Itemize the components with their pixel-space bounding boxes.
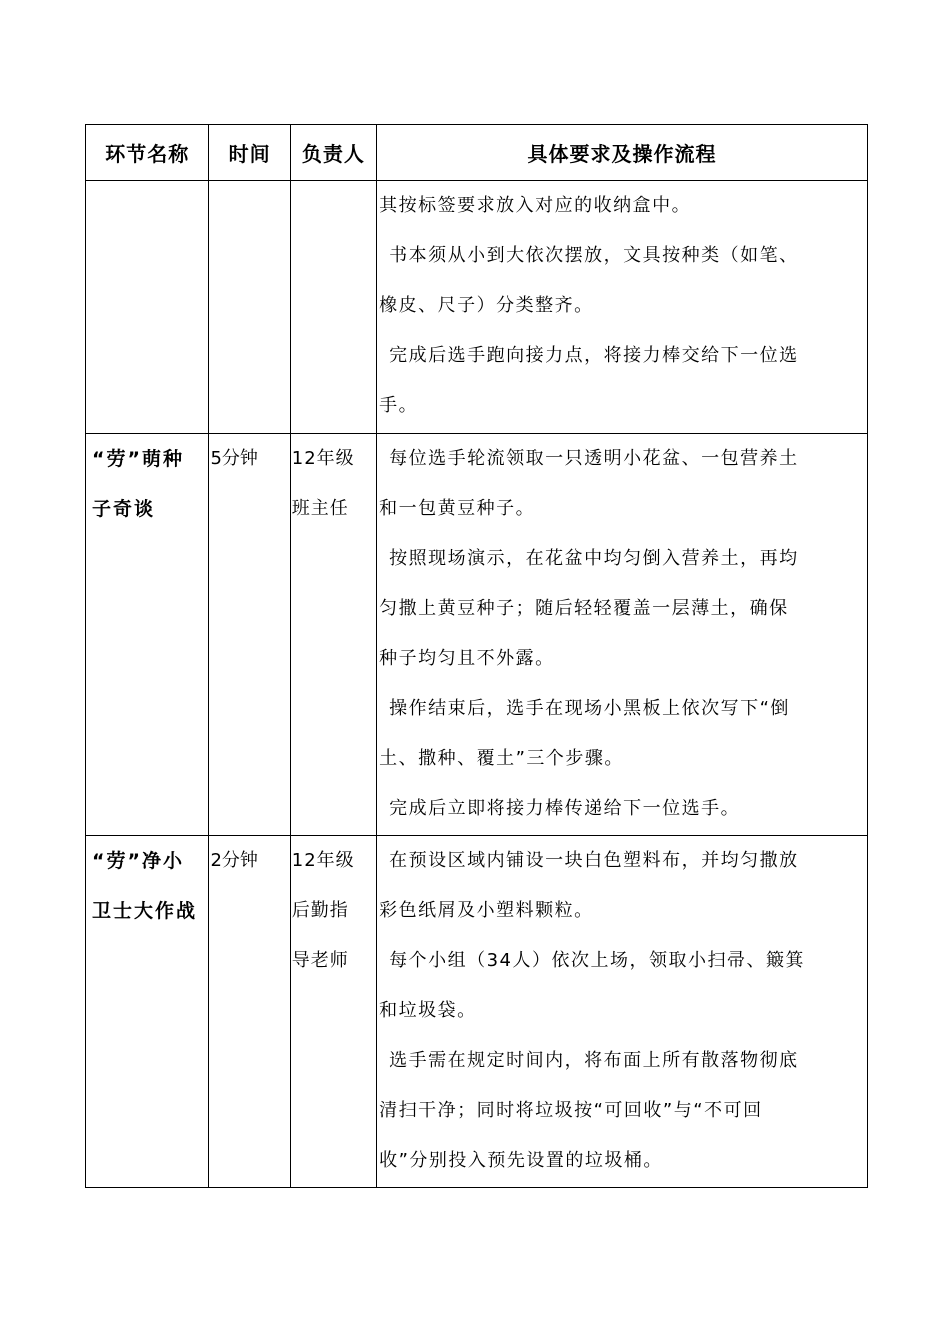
step-line: 在预设区域内铺设一块白色塑料布，并均匀撒放 xyxy=(389,850,799,871)
table-row xyxy=(86,434,868,836)
step-line: 每个小组（34人）依次上场，领取小扫帚、簸箕 xyxy=(389,950,805,971)
stage-name-line: 卫士大作战 xyxy=(92,900,198,922)
owner-line: 12年级 xyxy=(291,850,355,871)
owner-line: 班主任 xyxy=(291,498,349,519)
time-value: 2分钟 xyxy=(210,850,258,871)
stage-name-cell xyxy=(86,836,209,1188)
steps-cell xyxy=(377,181,868,434)
step-line: 完成后选手跑向接力点，将接力棒交给下一位选 xyxy=(389,345,799,366)
time-cell xyxy=(209,434,290,836)
stage-name-line: “劳”萌种 xyxy=(92,448,184,470)
step-line: 书本须从小到大依次摆放，文具按种类（如笔、 xyxy=(389,245,799,266)
stage-name-cell xyxy=(86,181,209,434)
table-row xyxy=(86,836,868,1188)
steps-cell xyxy=(377,836,868,1188)
step-line: 操作结束后，选手在现场小黑板上依次写下“倒 xyxy=(389,698,790,719)
step-line: 清扫干净；同时将垃圾按“可回收”与“不可回 xyxy=(379,1100,763,1121)
owner-line: 12年级 xyxy=(291,448,355,469)
stage-name-line: “劳”净小 xyxy=(92,850,184,872)
stage-name-line: 子奇谈 xyxy=(92,498,156,520)
time-cell xyxy=(209,181,290,434)
schedule-table xyxy=(85,124,868,1188)
header-owner: 负责人 xyxy=(290,125,376,181)
stage-name-cell xyxy=(86,434,209,836)
owner-line: 导老师 xyxy=(291,950,349,971)
step-line: 种子均匀且不外露。 xyxy=(379,648,555,669)
owner-line: 后勤指 xyxy=(291,900,349,921)
step-line: 选手需在规定时间内，将布面上所有散落物彻底 xyxy=(389,1050,799,1071)
step-line: 彩色纸屑及小塑料颗粒。 xyxy=(379,900,594,921)
step-line: 完成后立即将接力棒传递给下一位选手。 xyxy=(389,798,741,819)
owner-cell xyxy=(290,836,376,1188)
step-line: 其按标签要求放入对应的收纳盒中。 xyxy=(379,195,692,216)
header-name: 环节名称 xyxy=(86,125,209,181)
step-line: 收”分别投入预先设置的垃圾桶。 xyxy=(379,1150,663,1171)
owner-cell xyxy=(290,434,376,836)
header-time: 时间 xyxy=(209,125,290,181)
step-line: 按照现场演示，在花盆中均匀倒入营养土，再均 xyxy=(389,548,799,569)
header-steps: 具体要求及操作流程 xyxy=(377,125,868,181)
header-row xyxy=(86,125,868,181)
step-line: 手。 xyxy=(379,395,419,416)
time-value: 5分钟 xyxy=(210,448,258,469)
table-row xyxy=(86,181,868,434)
step-line: 每位选手轮流领取一只透明小花盆、一包营养土 xyxy=(389,448,799,469)
steps-cell xyxy=(377,434,868,836)
time-cell xyxy=(209,836,290,1188)
step-line: 和一包黄豆种子。 xyxy=(379,498,536,519)
step-line: 匀撒上黄豆种子；随后轻轻覆盖一层薄土，确保 xyxy=(379,598,789,619)
step-line: 和垃圾袋。 xyxy=(379,1000,477,1021)
step-line: 橡皮、尺子）分类整齐。 xyxy=(379,295,594,316)
step-line: 土、撒种、覆土”三个步骤。 xyxy=(379,748,624,769)
owner-cell xyxy=(290,181,376,434)
